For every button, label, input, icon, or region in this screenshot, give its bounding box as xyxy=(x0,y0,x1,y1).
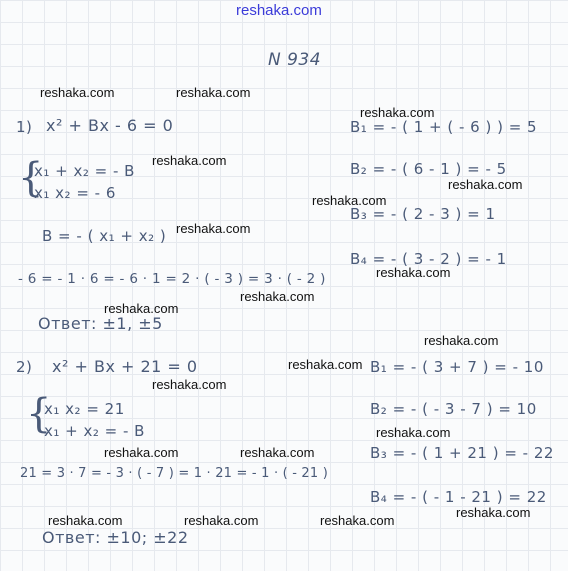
part1-b2: B₂ = - ( 6 - 1 ) = - 5 xyxy=(350,160,507,178)
part1-system-brace: { xyxy=(18,155,44,201)
part1-b-expression: B = - ( x₁ + x₂ ) xyxy=(42,227,167,245)
part1-system-line1: x₁ + x₂ = - B xyxy=(34,162,135,180)
watermark: reshaka.com xyxy=(312,193,387,208)
watermark: reshaka.com xyxy=(456,505,531,520)
watermark: reshaka.com xyxy=(184,513,259,528)
part2-system-line1: x₁ x₂ = 21 xyxy=(44,400,125,418)
watermark: reshaka.com xyxy=(40,85,115,100)
part2-b1: B₁ = - ( 3 + 7 ) = - 10 xyxy=(370,358,544,376)
part1-b4: B₄ = - ( 3 - 2 ) = - 1 xyxy=(350,250,507,268)
part2-system-brace: { xyxy=(26,391,52,437)
watermark: reshaka.com xyxy=(240,289,315,304)
watermark: reshaka.com xyxy=(240,445,315,460)
watermark: reshaka.com xyxy=(176,85,251,100)
watermark: reshaka.com xyxy=(288,357,363,372)
watermark: reshaka.com xyxy=(152,153,227,168)
site-link[interactable]: reshaka.com xyxy=(236,2,322,19)
part1-b1: B₁ = - ( 1 + ( - 6 ) ) = 5 xyxy=(350,118,538,136)
watermark: reshaka.com xyxy=(152,377,227,392)
watermark: reshaka.com xyxy=(48,513,123,528)
part2-equation: x² + Bx + 21 = 0 xyxy=(52,357,198,376)
part1-equation: x² + Bx - 6 = 0 xyxy=(46,116,174,135)
watermark: reshaka.com xyxy=(104,301,179,316)
part2-system-line2: x₁ + x₂ = - B xyxy=(44,422,145,440)
watermark: reshaka.com xyxy=(176,221,251,236)
watermark: reshaka.com xyxy=(320,513,395,528)
part1-number: 1) xyxy=(16,118,33,136)
part2-b4: B₄ = - ( - 1 - 21 ) = 22 xyxy=(370,488,547,506)
task-number: N 934 xyxy=(268,50,322,70)
part2-factorization: 21 = 3 · 7 = - 3 · ( - 7 ) = 1 · 21 = - 1 · ( - 21 ) xyxy=(20,466,328,481)
part1-answer: Ответ: ±1, ±5 xyxy=(38,314,163,333)
watermark: reshaka.com xyxy=(104,445,179,460)
watermark: reshaka.com xyxy=(376,425,451,440)
watermark: reshaka.com xyxy=(448,177,523,192)
watermark: reshaka.com xyxy=(424,333,499,348)
part2-number: 2) xyxy=(16,358,33,376)
watermark: reshaka.com xyxy=(376,265,451,280)
part1-factorization: - 6 = - 1 · 6 = - 6 · 1 = 2 · ( - 3 ) = 3 · ( - 2 ) xyxy=(18,271,326,287)
part1-b3: B₃ = - ( 2 - 3 ) = 1 xyxy=(350,205,496,223)
part2-answer: Ответ: ±10; ±22 xyxy=(42,528,189,547)
part1-system-line2: x₁ x₂ = - 6 xyxy=(34,184,116,202)
part2-b3: B₃ = - ( 1 + 21 ) = - 22 xyxy=(370,444,554,462)
part2-b2: B₂ = - ( - 3 - 7 ) = 10 xyxy=(370,400,537,418)
watermark: reshaka.com xyxy=(360,105,435,120)
